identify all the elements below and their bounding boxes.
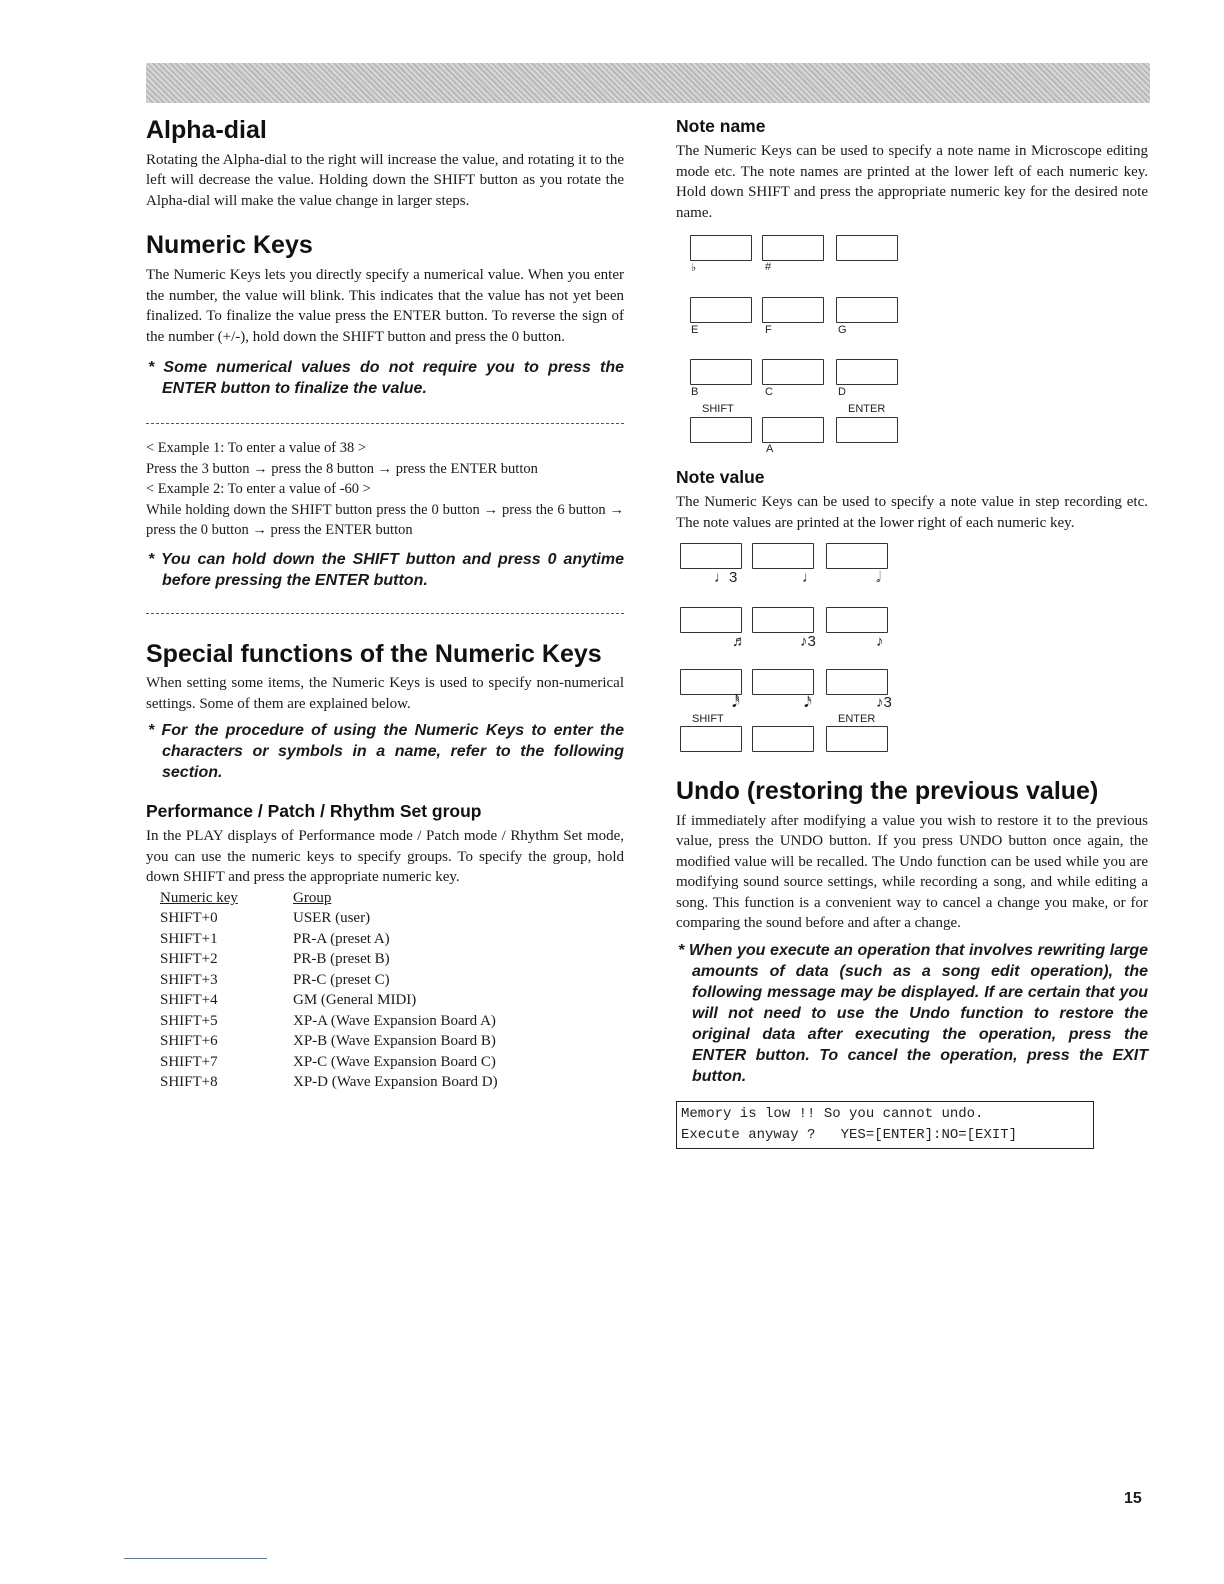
note-value-label: ♩3	[714, 569, 738, 586]
note-value-label: ♬	[732, 633, 747, 650]
note-name-heading: Note name	[676, 116, 766, 136]
keypad-row	[690, 293, 920, 355]
note-name-label: #	[765, 261, 772, 273]
numeric-key-4	[690, 297, 752, 323]
numeric-key-3	[826, 669, 888, 695]
note-name-body: The Numeric Keys can be used to specify a note name in Microscope editing mode etc. The note names are printed at the lower left of each numeric key. Hold down SHIFT and press the appropriate numeric key for the desired note name.	[676, 143, 1148, 221]
note-value-keypad	[680, 541, 910, 759]
lcd-message-box	[676, 1101, 1094, 1149]
keypad-row	[690, 231, 920, 293]
row-key: SHIFT+0	[160, 910, 218, 927]
alpha-dial-body: Rotating the Alpha-dial to the right will increase the value, and rotating it to the left will decrease the value. Holding down the SHIFT button as you rotate the Alpha-dial will make the value change in larger steps.	[146, 151, 624, 209]
row-group: GM (General MIDI)	[293, 992, 417, 1009]
page-number: 15	[1124, 1490, 1142, 1507]
note-value-label: 𝅘𝅥𝅯	[804, 694, 812, 711]
numeric-key-2	[762, 359, 824, 385]
keypad-row	[690, 355, 920, 403]
enter-label: ENTER	[838, 713, 876, 725]
row-key: SHIFT+2	[160, 951, 218, 968]
undo-heading: Undo (restoring the previous value)	[676, 777, 1099, 805]
numeric-keys-heading: Numeric Keys	[146, 231, 313, 260]
example2-title: < Example 2: To enter a value of -60 >	[146, 481, 371, 497]
numeric-key-7	[680, 543, 742, 569]
keypad-row	[690, 403, 920, 455]
note-name-label: ♭	[691, 262, 697, 274]
note-name-label: A	[766, 443, 774, 455]
row-group: USER (user)	[293, 910, 371, 927]
numeric-key-5	[762, 297, 824, 323]
col-group: Group	[293, 889, 332, 906]
shift-key	[680, 726, 742, 752]
numeric-key-4	[680, 607, 742, 633]
undo-body: If immediately after modifying a value you wish to restore it to the previous value, press the UNDO button. If you press UNDO button once again, the modified value will be recalled. The Undo function can be used while you are modifying sound source settings, while recording a song, and while editing a song. This function is a convenient way to cancel a change you make, or for comparing the sound before and after a change.	[676, 812, 1148, 932]
right-column	[676, 116, 1148, 1149]
row-group: XP-B (Wave Expansion Board B)	[293, 1033, 496, 1050]
note-value-label: 𝅘𝅥𝅰	[732, 694, 740, 711]
row-group: PR-B (preset B)	[293, 951, 390, 968]
row-key: SHIFT+4	[160, 992, 218, 1009]
note-name-keypad	[690, 231, 920, 455]
note-value-label: ♩	[802, 569, 817, 586]
numeric-keys-note: * Some numerical values do not require you to press the ENTER button to finalize the value.	[146, 357, 624, 399]
numeric-key-9	[836, 235, 898, 261]
note-name-label: D	[838, 386, 846, 398]
row-key: SHIFT+6	[160, 1033, 218, 1050]
note-value-heading: Note value	[676, 467, 765, 487]
numeric-key-0	[762, 417, 824, 443]
undo-note: * When you execute an operation that involves rewriting large amounts of data (such as a song edit operation), the following message may be displayed. If are certain that you will not need to use the Undo function to restore the original data after executing the operation, press the ENTER button. To cancel the operation, press the EXIT button.	[676, 940, 1148, 1087]
numeric-key-1	[690, 359, 752, 385]
special-functions-heading: Special functions of the Numeric Keys	[146, 639, 602, 668]
divider	[146, 613, 624, 614]
lcd-line-1: Memory is low !! So you cannot undo.	[681, 1105, 984, 1122]
row-group: PR-C (preset C)	[293, 971, 390, 988]
table-row	[160, 990, 498, 1011]
note-name-label: E	[691, 324, 699, 336]
row-key: SHIFT+1	[160, 930, 218, 947]
footer-line	[124, 1558, 267, 1559]
enter-label: ENTER	[848, 403, 886, 415]
numeric-key-5	[752, 607, 814, 633]
table-row	[160, 1011, 498, 1032]
perf-group-body: In the PLAY displays of Performance mode / Patch mode / Rhythm Set mode, you can use the numeric keys to specify groups. To specify the group, hold down SHIFT and press the appropriate numeric key.	[146, 828, 624, 886]
numeric-key-1	[680, 669, 742, 695]
example2-body: While holding down the SHIFT button press the 0 button → press the 6 button → press the 0 button → press the ENTER button	[146, 501, 624, 538]
numeric-key-6	[836, 297, 898, 323]
table-row	[160, 949, 498, 970]
note-name-label: C	[765, 386, 773, 398]
shift-label: SHIFT	[702, 403, 734, 415]
table-row	[160, 1052, 498, 1073]
shift-label: SHIFT	[692, 713, 724, 725]
row-key: SHIFT+8	[160, 1074, 218, 1091]
row-group: PR-A (preset A)	[293, 930, 390, 947]
enter-key	[836, 417, 898, 443]
note-value-label: 𝅗𝅥	[876, 569, 881, 586]
numeric-key-0	[752, 726, 814, 752]
examples	[146, 438, 624, 541]
shift-key	[690, 417, 752, 443]
table-row	[160, 908, 498, 929]
keypad-row	[680, 603, 910, 665]
lcd-line-2: Execute anyway ? YES=[ENTER]:NO=[EXIT]	[681, 1126, 1018, 1143]
keypad-row	[680, 541, 910, 603]
row-key: SHIFT+7	[160, 1053, 218, 1070]
numeric-key-2	[752, 669, 814, 695]
row-key: SHIFT+3	[160, 971, 218, 988]
examples-note: * You can hold down the SHIFT button and press 0 anytime before pressing the ENTER button.	[146, 549, 624, 591]
row-group: XP-C (Wave Expansion Board C)	[293, 1053, 496, 1070]
note-value-label: ♪3	[800, 633, 816, 650]
note-value-body: The Numeric Keys can be used to specify a note value in step recording etc. The note values are printed at the lower right of each numeric key.	[676, 494, 1148, 531]
numeric-key-6	[826, 607, 888, 633]
left-column	[146, 116, 624, 1093]
perf-group-heading: Performance / Patch / Rhythm Set group	[146, 801, 482, 822]
example1-title: < Example 1: To enter a value of 38 >	[146, 440, 367, 456]
special-functions-note: * For the procedure of using the Numeric Keys to enter the characters or symbols in a name, refer to the following section.	[146, 720, 624, 783]
table-row	[160, 1072, 498, 1093]
note-value-label: ♪	[876, 633, 884, 650]
note-name-label: G	[838, 324, 847, 336]
table-row	[160, 1031, 498, 1052]
row-group: XP-D (Wave Expansion Board D)	[293, 1074, 498, 1091]
keypad-row	[680, 665, 910, 713]
col-numeric-key: Numeric key	[160, 889, 238, 906]
numeric-key-8	[752, 543, 814, 569]
row-group: XP-A (Wave Expansion Board A)	[293, 1012, 496, 1029]
table-row	[160, 970, 498, 991]
numeric-key-7	[690, 235, 752, 261]
note-name-label: B	[691, 386, 699, 398]
note-name-label: F	[765, 324, 772, 336]
divider	[146, 423, 624, 424]
table-header-row	[160, 888, 498, 909]
numeric-key-9	[826, 543, 888, 569]
special-functions-body: When setting some items, the Numeric Keys is used to specify non-numerical settings. Some of them are explained below.	[146, 675, 624, 712]
row-key: SHIFT+5	[160, 1012, 218, 1029]
table-row	[160, 929, 498, 950]
numeric-key-3	[836, 359, 898, 385]
keypad-row	[680, 713, 910, 759]
header-band	[146, 63, 1150, 103]
note-value-label: ♪3	[876, 694, 892, 711]
numeric-key-8	[762, 235, 824, 261]
group-table	[160, 888, 498, 1093]
numeric-keys-body: The Numeric Keys lets you directly specify a numerical value. When you enter the number, the value will blink. This indicates that the value has not yet been finalized. To finalize the value press the ENTER button. To reverse the sign of the number (+/-), hold down the SHIFT button and press the 0 button.	[146, 267, 624, 345]
enter-key	[826, 726, 888, 752]
example1-body: Press the 3 button → press the 8 button → press the ENTER button	[146, 460, 538, 477]
alpha-dial-heading: Alpha-dial	[146, 116, 267, 144]
